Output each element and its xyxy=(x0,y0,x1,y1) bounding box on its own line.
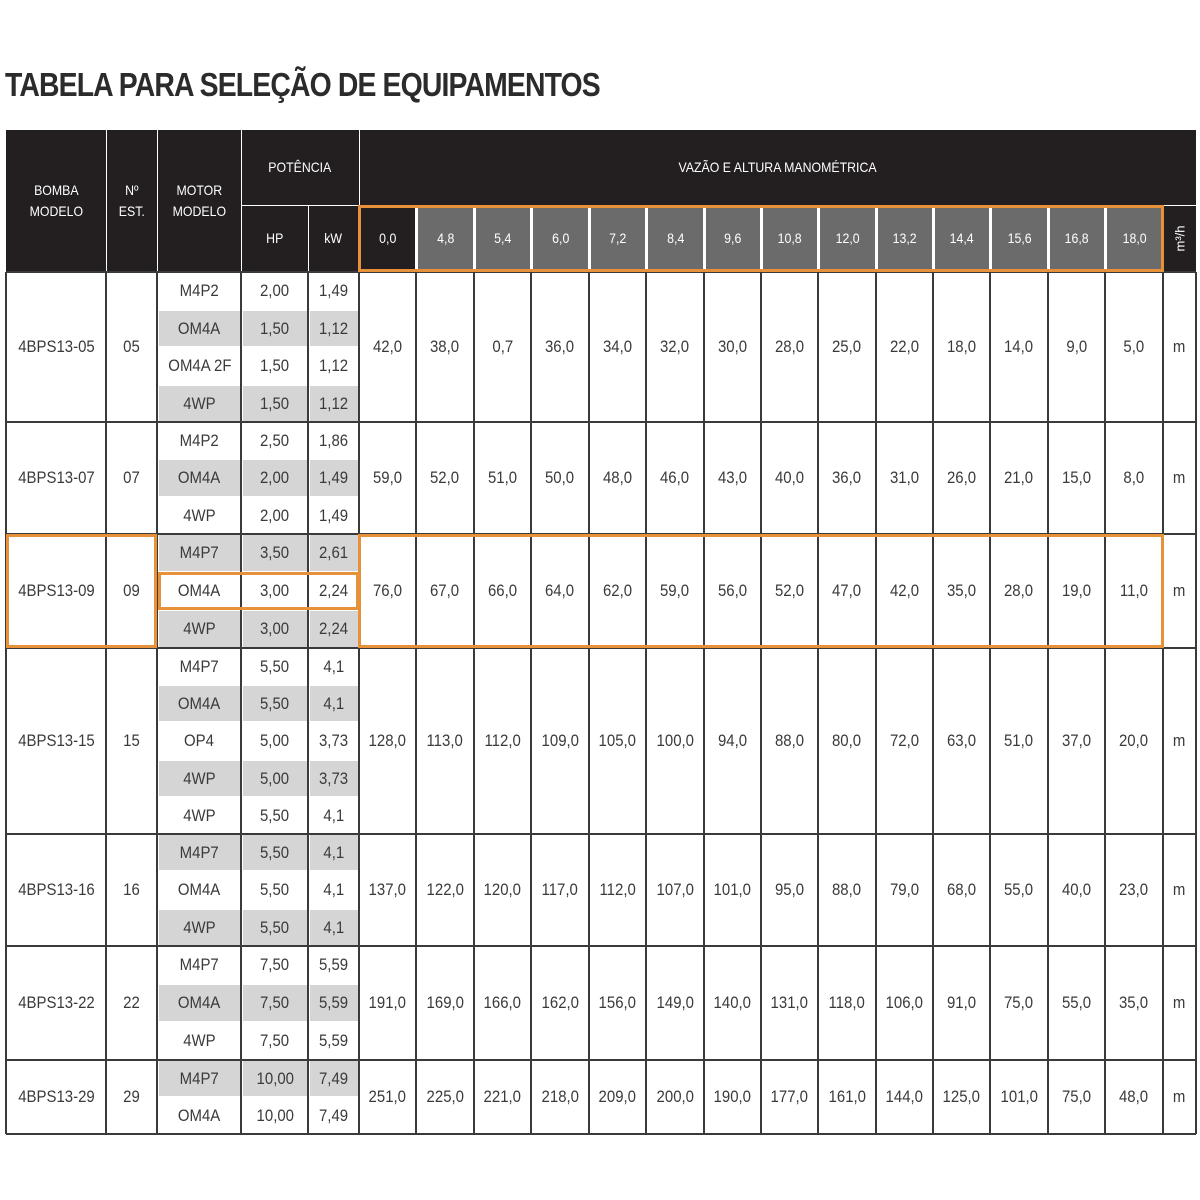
motor-kw: 1,12 xyxy=(319,356,349,375)
head-value: 225,0 xyxy=(426,1087,464,1106)
motor-kw: 5,59 xyxy=(319,1031,349,1050)
head-value: 128,0 xyxy=(368,731,407,750)
header-separator xyxy=(241,130,242,272)
head-value: 32,0 xyxy=(660,337,690,356)
motor-model: OM4A xyxy=(159,686,240,721)
head-value: 200,0 xyxy=(656,1087,694,1106)
head-unit: m xyxy=(1173,581,1186,600)
motor-hp: 7,50 xyxy=(243,985,307,1021)
motor-model: OM4A 2F xyxy=(167,356,232,375)
header-flow-11: 15,6 xyxy=(992,207,1047,270)
motor-kw: 4,1 xyxy=(310,835,358,870)
head-value: 162,0 xyxy=(541,993,579,1012)
pump-model: 4BPS13-05 xyxy=(17,337,95,356)
head-value: 48,0 xyxy=(1119,1087,1149,1106)
motor-model: OM4A xyxy=(159,985,240,1021)
head-value: 68,0 xyxy=(946,880,977,899)
motor-model: 4WP xyxy=(159,761,240,796)
head-value: 38,0 xyxy=(430,337,460,356)
head-value: 56,0 xyxy=(717,581,748,600)
group-separator xyxy=(6,1059,1196,1061)
header-flow-10: 14,4 xyxy=(935,207,989,270)
column-separator xyxy=(1195,272,1197,1134)
header-motor-modelo: MOTOR MODELO xyxy=(157,130,241,272)
head-value: 190,0 xyxy=(713,1087,752,1106)
motor-hp: 5,50 xyxy=(260,880,290,899)
head-value: 75,0 xyxy=(1061,1087,1092,1106)
motor-model: 4WP xyxy=(159,386,240,421)
column-separator xyxy=(817,272,819,1134)
head-value: 191,0 xyxy=(368,993,407,1012)
motor-kw: 1,12 xyxy=(310,386,358,421)
head-value: 161,0 xyxy=(828,1087,866,1106)
motor-kw: 4,1 xyxy=(310,686,358,721)
head-value: 156,0 xyxy=(598,993,637,1012)
motor-hp: 5,00 xyxy=(243,761,307,796)
column-separator xyxy=(415,272,417,1134)
column-separator xyxy=(645,272,647,1134)
column-separator xyxy=(358,272,360,1134)
stage-count: 07 xyxy=(123,468,140,487)
head-value: 113,0 xyxy=(426,731,464,750)
motor-model: M4P7 xyxy=(159,535,240,571)
pump-model: 4BPS13-16 xyxy=(17,880,95,899)
header-estagios: Nº EST. xyxy=(106,130,157,272)
head-value: 125,0 xyxy=(942,1087,981,1106)
column-separator xyxy=(307,272,309,1134)
motor-hp: 2,00 xyxy=(260,281,290,300)
head-value: 21,0 xyxy=(1004,468,1034,487)
header-vazao: VAZÃO E ALTURA MANOMÉTRICA xyxy=(359,130,1196,205)
head-value: 66,0 xyxy=(487,581,518,600)
head-value: 20,0 xyxy=(1119,731,1149,750)
motor-model: M4P2 xyxy=(179,281,220,300)
header-potencia: POTÊNCIA xyxy=(241,130,359,205)
motor-model: 4WP xyxy=(159,611,240,647)
head-value: 76,0 xyxy=(372,581,403,600)
stage-count: 15 xyxy=(123,731,140,750)
header-separator xyxy=(359,130,360,272)
head-value: 209,0 xyxy=(598,1087,637,1106)
head-value: 55,0 xyxy=(1004,880,1034,899)
motor-kw: 1,49 xyxy=(319,505,349,525)
head-value: 118,0 xyxy=(828,993,866,1012)
head-unit: m xyxy=(1173,731,1186,750)
motor-kw: 4,1 xyxy=(323,805,345,825)
head-value: 112,0 xyxy=(599,880,636,899)
motor-kw: 7,49 xyxy=(319,1105,349,1125)
header-flow-4: 7,2 xyxy=(591,207,645,270)
pump-model: 4BPS13-29 xyxy=(17,1087,95,1106)
head-value: 19,0 xyxy=(1061,581,1092,600)
motor-hp: 5,50 xyxy=(243,910,307,945)
head-value: 79,0 xyxy=(889,880,920,899)
head-value: 40,0 xyxy=(1061,880,1092,899)
header-bomba-modelo: BOMBA MODELO xyxy=(6,130,106,272)
motor-hp: 2,00 xyxy=(243,460,307,496)
stage-count: 05 xyxy=(123,337,140,356)
head-value: 221,0 xyxy=(483,1087,522,1106)
head-value: 131,0 xyxy=(770,993,809,1012)
head-value: 55,0 xyxy=(1061,993,1092,1012)
header-flow-3: 6,0 xyxy=(533,207,588,270)
head-value: 52,0 xyxy=(774,581,805,600)
head-value: 37,0 xyxy=(1061,731,1092,750)
motor-hp: 5,00 xyxy=(260,731,290,750)
motor-model: 4WP xyxy=(159,910,240,945)
column-separator xyxy=(1047,272,1049,1134)
group-separator xyxy=(6,421,1196,423)
head-value: 42,0 xyxy=(889,581,920,600)
head-value: 35,0 xyxy=(946,581,977,600)
column-separator xyxy=(588,272,590,1134)
pump-model: 4BPS13-22 xyxy=(17,993,95,1012)
motor-model: M4P2 xyxy=(179,430,220,450)
motor-kw: 1,49 xyxy=(310,460,358,496)
motor-model: OM4A xyxy=(159,460,240,496)
motor-kw: 3,73 xyxy=(310,761,358,796)
column-separator xyxy=(105,272,107,1134)
head-value: 105,0 xyxy=(598,731,637,750)
head-value: 11,0 xyxy=(1119,581,1148,600)
column-separator xyxy=(473,272,475,1134)
head-unit: m xyxy=(1173,880,1186,899)
motor-model: OM4A xyxy=(178,581,221,600)
stage-count: 09 xyxy=(123,581,140,600)
head-value: 122,0 xyxy=(426,880,464,899)
motor-kw: 3,73 xyxy=(319,731,349,750)
head-value: 18,0 xyxy=(946,337,977,356)
head-value: 64,0 xyxy=(545,581,575,600)
head-value: 31,0 xyxy=(889,468,920,487)
motor-kw: 5,59 xyxy=(310,985,358,1021)
head-value: 59,0 xyxy=(660,581,690,600)
motor-model: M4P7 xyxy=(179,656,220,676)
header-separator xyxy=(308,205,309,272)
column-separator xyxy=(760,272,762,1134)
column-separator xyxy=(875,272,877,1134)
header-separator xyxy=(157,130,158,272)
motor-model: M4P7 xyxy=(179,955,220,974)
motor-kw: 5,59 xyxy=(319,955,349,974)
head-value: 120,0 xyxy=(483,880,522,899)
motor-kw: 4,1 xyxy=(310,910,358,945)
motor-model: 4WP xyxy=(183,1031,216,1050)
header-flow-7: 10,8 xyxy=(763,207,817,270)
head-unit: m xyxy=(1173,468,1186,487)
head-unit: m xyxy=(1173,993,1186,1012)
head-value: 67,0 xyxy=(430,581,460,600)
motor-hp: 3,00 xyxy=(260,581,290,600)
motor-hp: 5,50 xyxy=(243,835,307,870)
head-value: 140,0 xyxy=(713,993,752,1012)
motor-hp: 2,50 xyxy=(260,430,290,450)
head-value: 40,0 xyxy=(774,468,805,487)
head-value: 9,0 xyxy=(1066,337,1087,356)
column-separator xyxy=(156,272,158,1134)
head-value: 28,0 xyxy=(1004,581,1034,600)
head-value: 34,0 xyxy=(602,337,633,356)
motor-hp: 1,50 xyxy=(243,311,307,346)
column-separator xyxy=(240,272,242,1134)
header-separator xyxy=(106,130,107,272)
motor-kw: 1,86 xyxy=(319,430,349,450)
head-value: 106,0 xyxy=(885,993,924,1012)
motor-model: OM4A xyxy=(178,880,221,899)
head-value: 59,0 xyxy=(372,468,403,487)
page-title: TABELA PARA SELEÇÃO DE EQUIPAMENTOS xyxy=(5,66,600,103)
motor-hp: 1,50 xyxy=(243,386,307,421)
column-separator xyxy=(989,272,991,1134)
header-flow-unit: m³/h xyxy=(1163,205,1196,272)
head-value: 144,0 xyxy=(885,1087,924,1106)
header-flow-12: 16,8 xyxy=(1050,207,1104,270)
stage-count: 16 xyxy=(123,880,140,899)
table-bottom-border xyxy=(6,1133,1196,1135)
head-value: 88,0 xyxy=(832,880,862,899)
motor-kw: 7,49 xyxy=(310,1061,358,1096)
head-value: 109,0 xyxy=(541,731,579,750)
head-value: 88,0 xyxy=(774,731,805,750)
header-hp: HP xyxy=(241,205,308,272)
head-value: 251,0 xyxy=(368,1087,407,1106)
group-separator xyxy=(6,833,1196,835)
header-flow-8: 12,0 xyxy=(820,207,875,270)
head-value: 63,0 xyxy=(946,731,977,750)
motor-model: 4WP xyxy=(183,805,216,825)
head-value: 36,0 xyxy=(545,337,575,356)
head-value: 28,0 xyxy=(774,337,805,356)
motor-kw: 4,1 xyxy=(323,656,345,676)
motor-model: OM4A xyxy=(159,311,240,346)
motor-hp: 5,50 xyxy=(243,686,307,721)
head-value: 218,0 xyxy=(541,1087,579,1106)
column-separator xyxy=(1104,272,1106,1134)
head-value: 62,0 xyxy=(602,581,633,600)
motor-hp: 10,00 xyxy=(256,1105,294,1125)
header-kw: kW xyxy=(308,205,359,272)
motor-hp: 5,50 xyxy=(260,656,290,676)
head-value: 117,0 xyxy=(541,880,579,899)
column-separator xyxy=(1162,272,1164,1134)
head-value: 72,0 xyxy=(889,731,920,750)
head-value: 0,7 xyxy=(492,337,513,356)
group-separator xyxy=(6,647,1196,649)
head-value: 42,0 xyxy=(372,337,403,356)
stage-count: 29 xyxy=(123,1087,140,1106)
motor-hp: 1,50 xyxy=(260,356,290,375)
column-separator xyxy=(703,272,705,1134)
head-value: 26,0 xyxy=(946,468,977,487)
head-value: 46,0 xyxy=(660,468,690,487)
motor-hp: 3,50 xyxy=(243,535,307,571)
header-flow-6: 9,6 xyxy=(706,207,760,270)
motor-hp: 3,00 xyxy=(243,611,307,647)
motor-kw: 2,61 xyxy=(310,535,358,571)
head-value: 51,0 xyxy=(1004,731,1034,750)
motor-model: 4WP xyxy=(183,505,216,525)
head-value: 149,0 xyxy=(656,993,694,1012)
head-unit: m xyxy=(1173,1087,1186,1106)
head-value: 80,0 xyxy=(832,731,862,750)
motor-hp: 7,50 xyxy=(260,1031,290,1050)
motor-kw: 1,12 xyxy=(310,311,358,346)
motor-model: OP4 xyxy=(184,731,215,750)
motor-hp: 2,00 xyxy=(260,505,290,525)
column-separator xyxy=(932,272,934,1134)
head-value: 50,0 xyxy=(545,468,575,487)
head-value: 8,0 xyxy=(1123,468,1145,487)
head-value: 23,0 xyxy=(1119,880,1149,899)
head-value: 177,0 xyxy=(770,1087,809,1106)
header-flow-13: 18,0 xyxy=(1107,207,1162,270)
head-value: 95,0 xyxy=(774,880,805,899)
head-value: 107,0 xyxy=(656,880,694,899)
group-separator xyxy=(6,271,1196,273)
header-flow-1: 4,8 xyxy=(418,207,473,270)
motor-hp: 7,50 xyxy=(260,955,290,974)
head-value: 101,0 xyxy=(1000,1087,1038,1106)
head-value: 22,0 xyxy=(889,337,920,356)
stage-count: 22 xyxy=(123,993,140,1012)
head-value: 47,0 xyxy=(832,581,862,600)
head-value: 51,0 xyxy=(487,468,518,487)
column-separator xyxy=(5,272,7,1134)
head-value: 25,0 xyxy=(832,337,862,356)
head-value: 5,0 xyxy=(1123,337,1145,356)
motor-kw: 2,24 xyxy=(310,611,358,647)
head-value: 48,0 xyxy=(602,468,633,487)
motor-model: M4P7 xyxy=(159,835,240,870)
head-value: 30,0 xyxy=(717,337,748,356)
head-value: 169,0 xyxy=(426,993,464,1012)
group-separator xyxy=(6,945,1196,947)
header-separator xyxy=(241,205,1196,206)
head-value: 100,0 xyxy=(656,731,694,750)
pump-model: 4BPS13-09 xyxy=(17,581,95,600)
head-value: 15,0 xyxy=(1061,468,1092,487)
header-flow-5: 8,4 xyxy=(648,207,703,270)
motor-kw: 2,24 xyxy=(319,581,349,600)
header-flow-9: 13,2 xyxy=(878,207,932,270)
motor-hp: 10,00 xyxy=(243,1061,307,1096)
head-value: 137,0 xyxy=(368,880,407,899)
head-value: 91,0 xyxy=(946,993,977,1012)
head-value: 43,0 xyxy=(717,468,748,487)
motor-kw: 4,1 xyxy=(323,880,345,899)
head-value: 14,0 xyxy=(1004,337,1034,356)
header-flow-0: 0,0 xyxy=(361,207,415,270)
head-value: 94,0 xyxy=(717,731,748,750)
pump-model: 4BPS13-07 xyxy=(17,468,95,487)
head-unit: m xyxy=(1173,337,1186,356)
motor-model: M4P7 xyxy=(159,1061,240,1096)
head-value: 36,0 xyxy=(832,468,862,487)
head-value: 112,0 xyxy=(484,731,521,750)
head-value: 75,0 xyxy=(1004,993,1034,1012)
head-value: 166,0 xyxy=(483,993,522,1012)
motor-hp: 5,50 xyxy=(260,805,290,825)
motor-model: OM4A xyxy=(178,1105,221,1125)
head-value: 101,0 xyxy=(713,880,752,899)
head-value: 52,0 xyxy=(430,468,460,487)
header-flow-2: 5,4 xyxy=(476,207,530,270)
head-value: 35,0 xyxy=(1119,993,1149,1012)
motor-kw: 1,49 xyxy=(319,281,349,300)
column-separator xyxy=(530,272,532,1134)
group-separator xyxy=(6,533,1196,535)
pump-model: 4BPS13-15 xyxy=(17,731,95,750)
